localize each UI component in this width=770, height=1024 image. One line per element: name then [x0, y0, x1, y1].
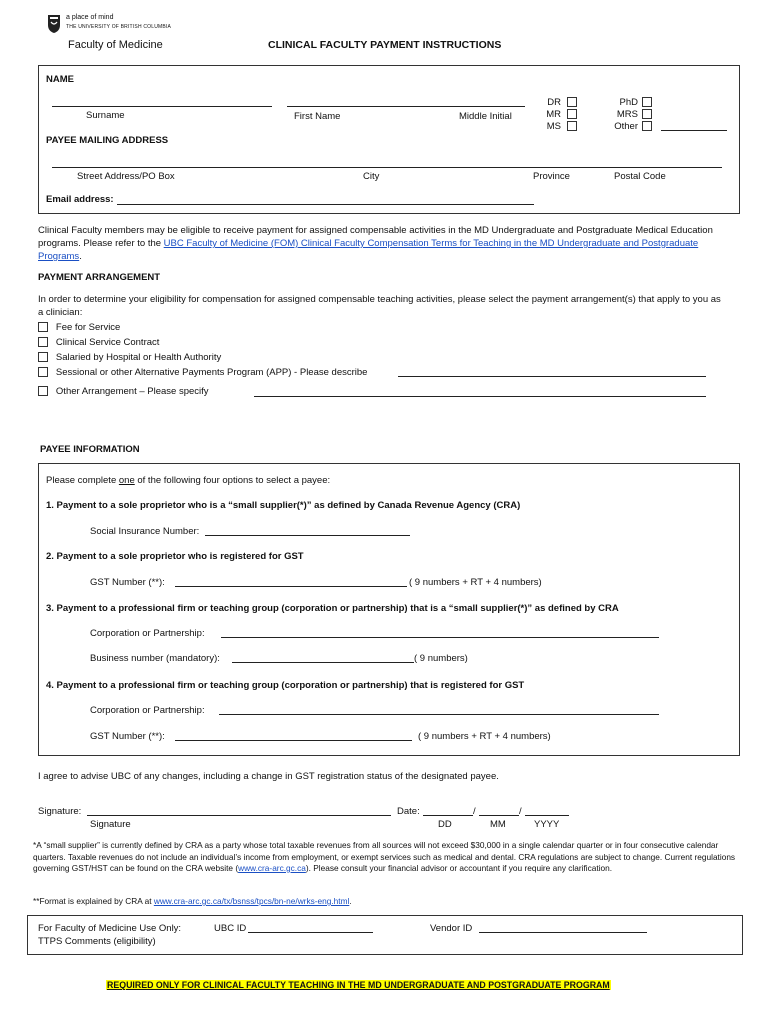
compensation-terms-link[interactable]: UBC Faculty of Medicine (FOM) Clinical Faculty Compensation Terms for Teaching in the MD Undergraduate and Postgraduate Programs: [38, 238, 699, 262]
corporation-gst-field[interactable]: [219, 714, 659, 715]
mm-caption: MM: [490, 819, 506, 830]
agreement-text: I agree to advise UBC of any changes, including a change in GST registration status of the designated payee.: [38, 771, 499, 782]
gst-number-field[interactable]: [175, 586, 407, 587]
corporation-gst-label: Corporation or Partnership:: [90, 705, 205, 716]
corporation-label: Corporation or Partnership:: [90, 628, 205, 639]
signature-caption: Signature: [90, 819, 131, 830]
ubc-id-label: UBC ID: [214, 923, 247, 934]
format-footnote: **Format is explained by CRA at www.cra-arc.gc.ca/tx/bsnss/tpcs/bn-ne/wrks-eng.html.: [33, 896, 352, 906]
payment-option[interactable]: Clinical Service Contract: [38, 335, 367, 350]
ubc-id-field[interactable]: [248, 932, 373, 933]
title-options-left: DR MR MS: [546, 97, 561, 132]
other-arrangement-field[interactable]: [254, 396, 706, 397]
option-3-heading: 3. Payment to a professional firm or teaching group (corporation or partnership) that is a “small supplier(*)” as defined by CRA: [46, 603, 619, 614]
email-label: Email address:: [46, 194, 114, 205]
payment-arrangement-heading: PAYMENT ARRANGEMENT: [38, 272, 161, 283]
date-day-field[interactable]: [423, 815, 473, 816]
payee-instructions: Please complete one of the following four options to select a payee:: [46, 475, 331, 486]
cra-format-link[interactable]: www.cra-arc.gc.ca/tx/bsnss/tpcs/bn-ne/wrks-eng.html: [153, 896, 350, 906]
mrs-checkbox[interactable]: [642, 109, 652, 119]
email-field[interactable]: [117, 204, 534, 205]
date-month-field[interactable]: [479, 815, 519, 816]
business-number-note: ( 9 numbers): [414, 653, 468, 664]
business-number-label: Business number (mandatory):: [90, 653, 220, 664]
title-options-right: PhD MRS Other: [614, 97, 638, 132]
gst-number-4-field[interactable]: [175, 740, 412, 741]
required-banner: REQUIRED ONLY FOR CLINICAL FACULTY TEACHING IN THE MD UNDERGRADUATE AND POSTGRADUATE PROGRAM: [107, 980, 610, 990]
logo-tagline: a place of mind: [66, 14, 114, 21]
middle-initial-label: Middle Initial: [459, 111, 512, 122]
app-description-field[interactable]: [398, 376, 706, 377]
clinical-service-contract-checkbox[interactable]: [38, 337, 48, 347]
cra-link[interactable]: www.cra-arc.gc.ca: [238, 863, 306, 873]
surname-field[interactable]: [52, 106, 272, 107]
salaried-checkbox[interactable]: [38, 352, 48, 362]
gst-format-note: ( 9 numbers + RT + 4 numbers): [409, 577, 542, 588]
vendor-id-field[interactable]: [479, 932, 647, 933]
option-1-heading: 1. Payment to a sole proprietor who is a “small supplier(*)” as defined by Canada Revenue Agency (CRA): [46, 500, 521, 511]
option-2-heading: 2. Payment to a sole proprietor who is registered for GST: [46, 551, 304, 562]
app-checkbox[interactable]: [38, 367, 48, 377]
payee-info-heading: PAYEE INFORMATION: [40, 444, 140, 455]
payment-arrangement-instructions: In order to determine your eligibility for compensation for assigned compensable teaching activities, please select the payment arrangement(s) that apply to you as a clinician:: [38, 294, 721, 318]
dd-caption: DD: [438, 819, 452, 830]
payment-option[interactable]: Sessional or other Alternative Payments Program (APP) - Please describe: [38, 365, 367, 380]
ttps-comments-label: TTPS Comments (eligibility): [38, 936, 156, 947]
office-use-box: [27, 915, 743, 955]
mr-checkbox[interactable]: [567, 109, 577, 119]
sin-field[interactable]: [205, 535, 410, 536]
surname-label: Surname: [86, 110, 125, 121]
mailing-address-field[interactable]: [52, 167, 722, 168]
date-year-field[interactable]: [525, 815, 569, 816]
page-title: CLINICAL FACULTY PAYMENT INSTRUCTIONS: [268, 39, 502, 51]
other-checkbox[interactable]: [642, 121, 652, 131]
mailing-address-heading: PAYEE MAILING ADDRESS: [46, 135, 169, 146]
gst-format-note-4: ( 9 numbers + RT + 4 numbers): [418, 731, 551, 742]
payment-option[interactable]: Fee for Service: [38, 320, 367, 335]
faculty-name: Faculty of Medicine: [68, 39, 163, 51]
yyyy-caption: YYYY: [534, 819, 560, 830]
business-number-field[interactable]: [232, 662, 414, 663]
vendor-id-label: Vendor ID: [430, 923, 473, 934]
date-label: Date:: [397, 806, 420, 817]
payment-option[interactable]: Salaried by Hospital or Health Authority: [38, 350, 367, 365]
corporation-field[interactable]: [221, 637, 659, 638]
other-title-field[interactable]: [661, 130, 727, 131]
signature-label: Signature:: [38, 806, 82, 817]
province-label: Province: [533, 171, 570, 182]
postal-code-label: Postal Code: [614, 171, 666, 182]
gst-number-label: GST Number (**):: [90, 577, 165, 588]
logo-university: THE UNIVERSITY OF BRITISH COLUMBIA: [66, 24, 172, 30]
fee-for-service-checkbox[interactable]: [38, 322, 48, 332]
sin-label: Social Insurance Number:: [90, 526, 200, 537]
option-4-heading: 4. Payment to a professional firm or teaching group (corporation or partnership) that is registered for GST: [46, 680, 525, 691]
payment-options-list: [38, 320, 367, 399]
intro-paragraph: Clinical Faculty members may be eligible to receive payment for assigned compensable activities in the MD Undergraduate and Postgraduate Medical Education programs. Please refer to the UBC Faculty of Medicine (FOM) Clinical Faculty Compensation Terms for Teaching in the MD Undergraduate and Postgraduate Programs.: [38, 225, 713, 262]
name-heading: NAME: [46, 74, 74, 85]
ubc-crest-icon: [47, 14, 61, 34]
other-arrangement-checkbox[interactable]: [38, 386, 48, 396]
signature-field[interactable]: [87, 815, 391, 816]
small-supplier-footnote: *A “small supplier” is currently defined by CRA as a party whose total taxable revenues from all sources will not exceed $30,000 in a single calendar quarter or in four consecutive calendar quarters. Taxable revenues do not include an individual’s income from employment, or exempt services such as medical and dental. CRA regulations are subject to change. Current regulations governing GST/HST can be found on the CRA website (www.cra-arc.gc.ca). Please consult your financial advisor or accountant if you require any clarification.: [33, 840, 736, 873]
office-use-label: For Faculty of Medicine Use Only:: [38, 923, 182, 934]
payment-option[interactable]: Other Arrangement – Please specify: [38, 384, 367, 399]
dr-checkbox[interactable]: [567, 97, 577, 107]
first-name-label: First Name: [294, 111, 341, 122]
city-label: City: [363, 171, 380, 182]
first-name-field[interactable]: [287, 106, 525, 107]
gst-number-4-label: GST Number (**):: [90, 731, 165, 742]
phd-checkbox[interactable]: [642, 97, 652, 107]
ms-checkbox[interactable]: [567, 121, 577, 131]
street-label: Street Address/PO Box: [77, 171, 175, 182]
